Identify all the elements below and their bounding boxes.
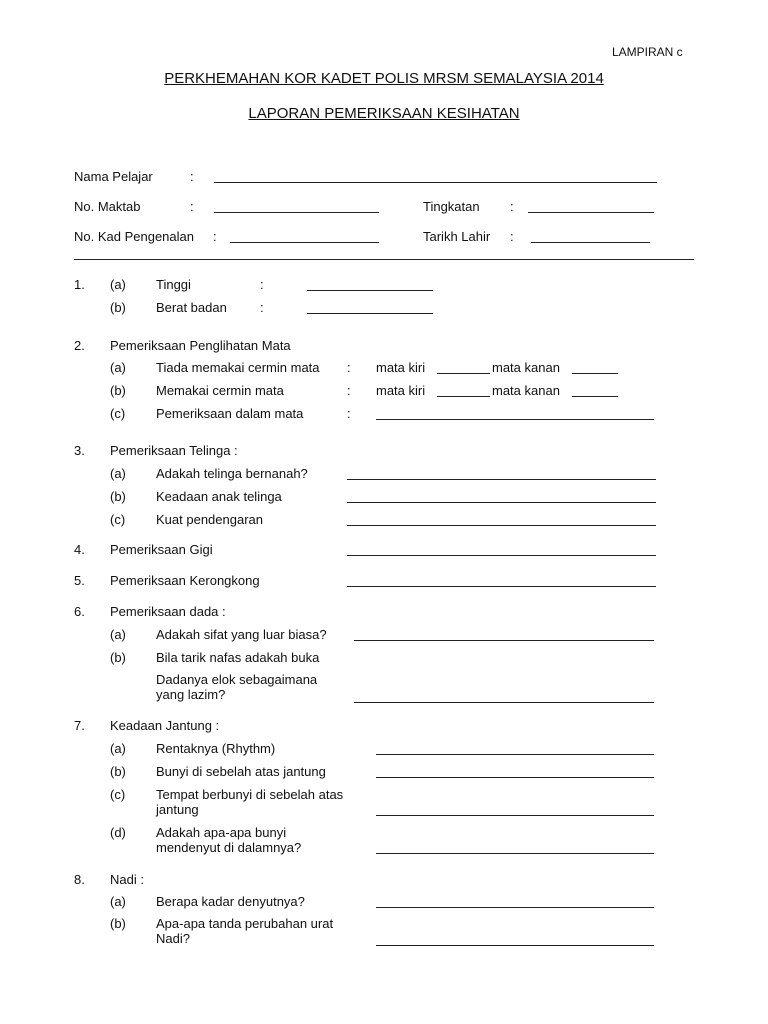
s2-c-field[interactable]: [376, 419, 654, 420]
kad-field[interactable]: [230, 242, 379, 243]
s2-a-kiri-field[interactable]: [437, 373, 490, 374]
s2-b-kanan-field[interactable]: [572, 396, 618, 397]
s8-num: 8.: [74, 872, 85, 887]
s1-num: 1.: [74, 277, 85, 292]
s2-b-label: Memakai cermin mata: [156, 383, 284, 398]
s2-a-kanan-field[interactable]: [572, 373, 618, 374]
s8-a-letter: (a): [110, 894, 126, 909]
s7-c-letter: (c): [110, 787, 126, 802]
nama-label: Nama Pelajar: [74, 169, 153, 184]
s3-b-label: Keadaan anak telinga: [156, 489, 282, 504]
s3-a-field[interactable]: [347, 479, 656, 480]
lahir-field[interactable]: [531, 242, 650, 243]
maktab-label: No. Maktab: [74, 199, 141, 214]
s3-a-letter: (a): [110, 466, 126, 481]
s7-num: 7.: [74, 718, 85, 733]
mata-kiri-label: mata kiri: [376, 383, 426, 398]
s3-b-field[interactable]: [347, 502, 656, 503]
section-divider: [74, 259, 694, 260]
s2-title: Pemeriksaan Penglihatan Mata: [110, 338, 291, 353]
colon: :: [190, 169, 194, 184]
s7-a-label: Rentaknya (Rhythm): [156, 741, 276, 756]
form-subtitle: LAPORAN PEMERIKSAAN KESIHATAN: [248, 105, 520, 122]
s2-b-kiri-field[interactable]: [437, 396, 490, 397]
kad-label: No. Kad Pengenalan: [74, 229, 194, 244]
s7-a-letter: (a): [110, 741, 126, 756]
mata-kanan-label: mata kanan: [492, 383, 560, 398]
s5-num: 5.: [74, 573, 85, 588]
s6-a-letter: (a): [110, 627, 126, 642]
colon: :: [347, 406, 351, 421]
colon: :: [347, 360, 351, 375]
s8-b-label: Apa-apa tanda perubahan urat Nadi?: [156, 916, 334, 946]
s6-a-label: Adakah sifat yang luar biasa?: [156, 627, 327, 642]
s1-b-letter: (b): [110, 300, 126, 315]
tingkatan-field[interactable]: [528, 212, 654, 213]
s7-b-label: Bunyi di sebelah atas jantung: [156, 764, 326, 779]
s6-title: Pemeriksaan dada :: [110, 604, 226, 619]
s7-b-field[interactable]: [376, 777, 654, 778]
s1-a-letter: (a): [110, 277, 126, 292]
s3-num: 3.: [74, 443, 85, 458]
colon: :: [510, 199, 514, 214]
colon: :: [213, 229, 217, 244]
berat-label: Berat badan: [156, 300, 227, 315]
kerongkong-field[interactable]: [347, 586, 656, 587]
s3-b-letter: (b): [110, 489, 126, 504]
s7-b-letter: (b): [110, 764, 126, 779]
s7-d-field[interactable]: [376, 853, 654, 854]
gigi-field[interactable]: [347, 555, 656, 556]
s5-title: Pemeriksaan Kerongkong: [110, 573, 260, 588]
s6-b-field[interactable]: [354, 702, 654, 703]
s3-c-field[interactable]: [347, 525, 656, 526]
s3-c-letter: (c): [110, 512, 126, 527]
mata-kiri-label: mata kiri: [376, 360, 426, 375]
nama-field[interactable]: [214, 182, 657, 183]
s2-b-letter: (b): [110, 383, 126, 398]
s2-c-letter: (c): [110, 406, 126, 421]
s7-d-label: Adakah apa-apa bunyi mendenyut di dalamnya?: [156, 825, 302, 855]
s7-c-field[interactable]: [376, 815, 654, 816]
s2-a-letter: (a): [110, 360, 126, 375]
mata-kanan-label: mata kanan: [492, 360, 560, 375]
s7-title: Keadaan Jantung :: [110, 718, 220, 733]
s3-c-label: Kuat pendengaran: [156, 512, 263, 527]
s7-a-field[interactable]: [376, 754, 654, 755]
form-title: PERKHEMAHAN KOR KADET POLIS MRSM SEMALAYSIA 2014: [164, 70, 604, 87]
s6-b-letter: (b): [110, 650, 126, 665]
s2-a-label: Tiada memakai cermin mata: [156, 360, 320, 375]
s7-d-letter: (d): [110, 825, 126, 840]
tinggi-field[interactable]: [307, 290, 433, 291]
s3-a-label: Adakah telinga bernanah?: [156, 466, 308, 481]
s8-b-field[interactable]: [376, 945, 654, 946]
berat-field[interactable]: [307, 313, 433, 314]
s6-b-label: Bila tarik nafas adakah buka: [156, 650, 320, 665]
colon: :: [260, 277, 264, 292]
s8-title: Nadi :: [110, 872, 144, 887]
s8-a-label: Berapa kadar denyutnya?: [156, 894, 305, 909]
colon: :: [260, 300, 264, 315]
s6-a-field[interactable]: [354, 640, 654, 641]
s8-a-field[interactable]: [376, 907, 654, 908]
lampiran-label: LAMPIRAN c: [612, 45, 683, 59]
s4-title: Pemeriksaan Gigi: [110, 542, 213, 557]
maktab-field[interactable]: [214, 212, 379, 213]
s2-num: 2.: [74, 338, 85, 353]
colon: :: [190, 199, 194, 214]
s7-c-label: Tempat berbunyi di sebelah atas jantung: [156, 787, 344, 817]
s6-b-cont: Dadanya elok sebagaimana yang lazim?: [156, 672, 318, 702]
tingkatan-label: Tingkatan: [423, 199, 480, 214]
lahir-label: Tarikh Lahir: [423, 229, 491, 244]
s3-title: Pemeriksaan Telinga :: [110, 443, 238, 458]
colon: :: [510, 229, 514, 244]
s6-num: 6.: [74, 604, 85, 619]
s2-c-label: Pemeriksaan dalam mata: [156, 406, 304, 421]
s8-b-letter: (b): [110, 916, 126, 931]
colon: :: [347, 383, 351, 398]
tinggi-label: Tinggi: [156, 277, 191, 292]
s4-num: 4.: [74, 542, 85, 557]
